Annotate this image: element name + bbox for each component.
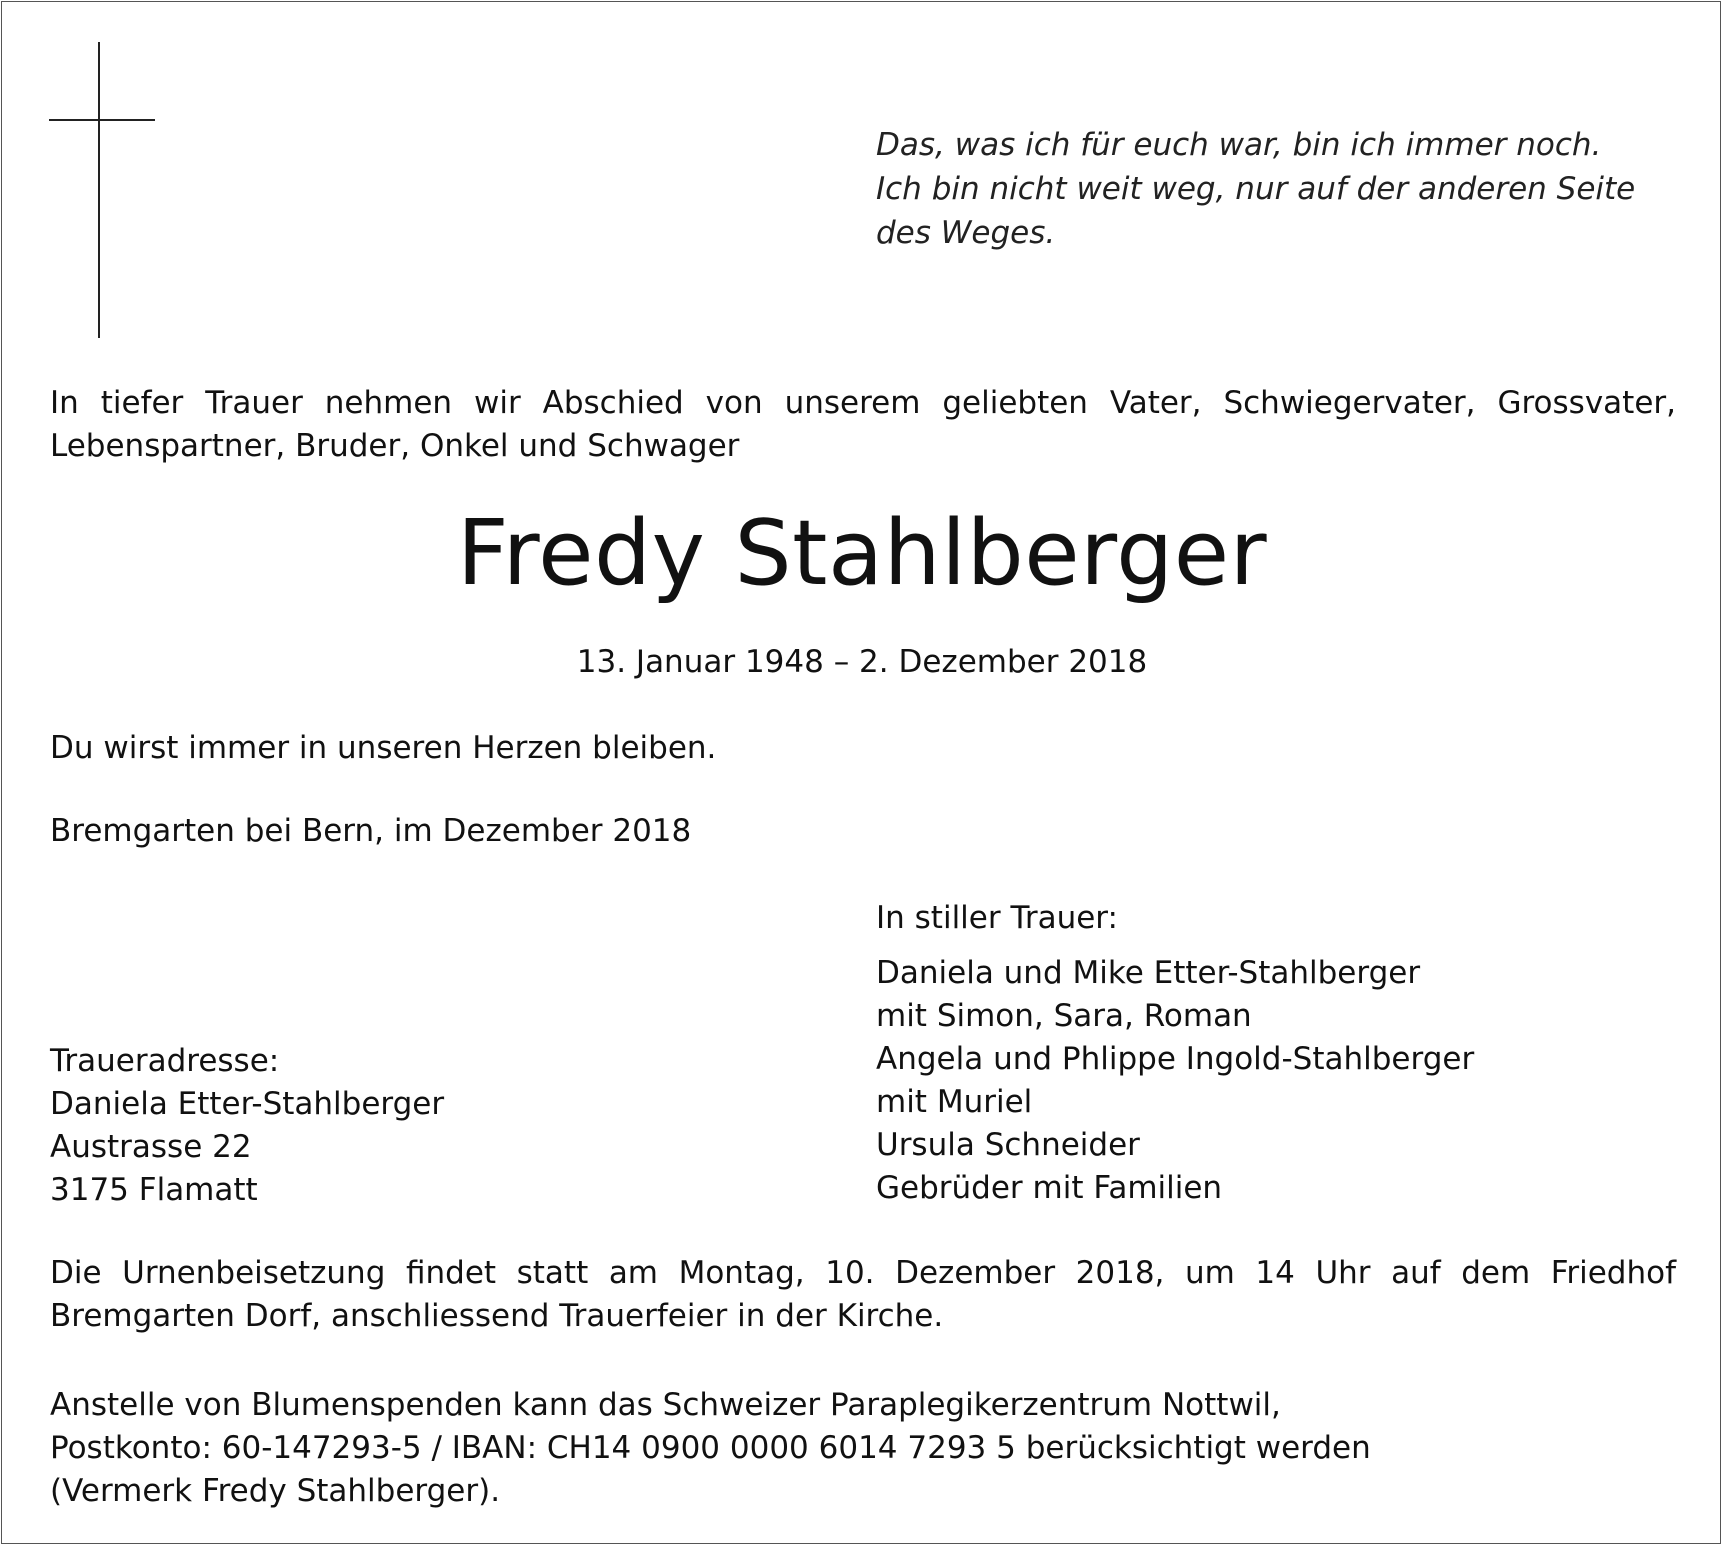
mourners-list (876, 897, 1474, 1210)
address-line: Austrasse 22 (50, 1129, 252, 1165)
donation-line: Anstelle von Blumenspenden kann das Schweizer Paraplegikerzentrum Nottwil, (50, 1387, 1281, 1423)
ceremony-paragraph (50, 1252, 1676, 1338)
mourning-address (50, 1040, 444, 1212)
intro-line: Lebenspartner, Bruder, Onkel und Schwager (50, 428, 740, 464)
farewell-line: Du wirst immer in unseren Herzen bleiben. (50, 730, 717, 766)
ceremony-line: Bremgarten Dorf, anschliessend Trauerfeier in der Kirche. (50, 1298, 944, 1334)
quote-line: Das, was ich für euch war, bin ich immer noch. (876, 127, 1602, 163)
mourner-line: Ursula Schneider (876, 1127, 1140, 1163)
mourner-line: Daniela und Mike Etter-Stahlberger (876, 955, 1421, 991)
cross-horizontal-bar (49, 119, 155, 121)
cross-vertical-bar (98, 42, 100, 338)
mourner-line: mit Simon, Sara, Roman (876, 998, 1252, 1034)
quote-line: des Weges. (876, 215, 1056, 251)
cross-icon (49, 42, 155, 338)
quote-line: Ich bin nicht weit weg, nur auf der anderen Seite (876, 171, 1636, 207)
address-line: 3175 Flamatt (50, 1172, 258, 1208)
mourner-line: mit Muriel (876, 1084, 1033, 1120)
mourner-line: Gebrüder mit Familien (876, 1170, 1223, 1206)
intro-line: In tiefer Trauer nehmen wir Abschied von unserem geliebten Vater, Schwiegervater, Grossvater, (50, 385, 1676, 421)
address-heading: Traueradresse: (50, 1043, 280, 1079)
donation-line: (Vermerk Fredy Stahlberger). (50, 1473, 501, 1509)
life-dates: 13. Januar 1948 – 2. Dezember 2018 (576, 644, 1148, 680)
memorial-quote (876, 123, 1676, 255)
donation-paragraph (50, 1384, 1676, 1513)
mourners-heading: In stiller Trauer: (876, 900, 1118, 936)
address-line: Daniela Etter-Stahlberger (50, 1086, 445, 1122)
place-date: Bremgarten bei Bern, im Dezember 2018 (50, 813, 692, 849)
deceased-name: Fredy Stahlberger (456, 501, 1268, 606)
ceremony-line: Die Urnenbeisetzung findet statt am Montag, 10. Dezember 2018, um 14 Uhr auf dem Friedhof (50, 1255, 1676, 1291)
intro-paragraph (50, 382, 1676, 468)
mourner-line: Angela und Phlippe Ingold-Stahlberger (876, 1041, 1475, 1077)
donation-line: Postkonto: 60-147293-5 / IBAN: CH14 0900 0000 6014 7293 5 berücksichtigt werden (50, 1430, 1371, 1466)
